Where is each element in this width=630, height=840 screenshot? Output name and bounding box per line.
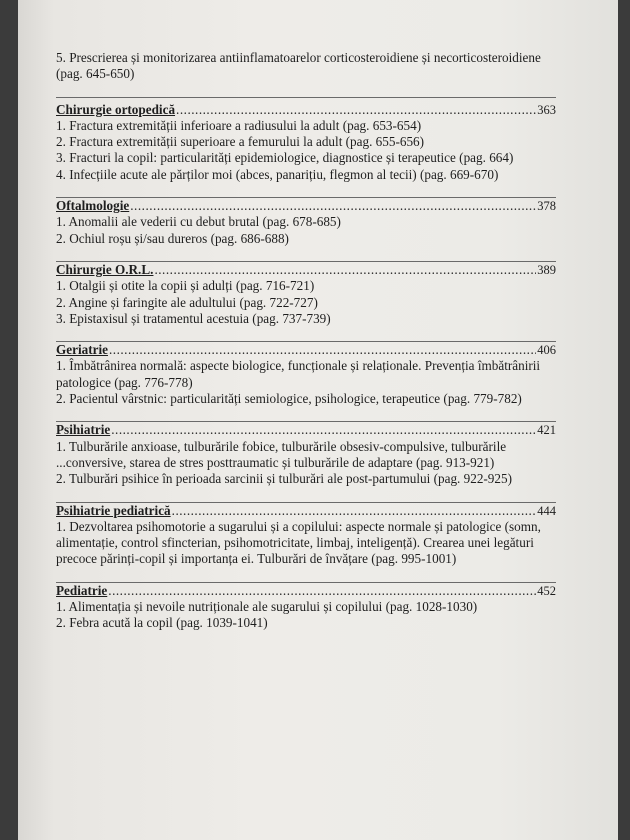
section-title: Oftalmologie xyxy=(56,198,130,214)
sections-list xyxy=(56,102,556,632)
toc-item: 1. Anomalii ale vederii cu debut brutal (pag. 678-685) xyxy=(56,214,341,230)
section-heading xyxy=(56,583,556,599)
section-heading xyxy=(56,422,556,438)
dot-leader xyxy=(176,102,536,118)
section-page-number: 378 xyxy=(537,199,556,214)
toc-item: 2. Fractura extremității superioare a femurului la adult (pag. 655-656) xyxy=(56,134,425,150)
toc-item: 1. Fractura extremității inferioare a radiusului la adult (pag. 653-654) xyxy=(56,117,422,133)
section-heading xyxy=(56,503,556,519)
toc-item: 2. Pacientul vârstnic: particularități semiologice, psihologice, terapeutice (pag. 779-782) xyxy=(56,391,522,407)
toc-item: 1. Alimentația și nevoile nutriționale ale sugarului și copilului (pag. 1028-1030) xyxy=(56,599,478,615)
toc-item: 1. Otalgii și otite la copii și adulți (pag. 716-721) xyxy=(56,278,315,294)
dot-leader xyxy=(111,422,536,438)
toc-section xyxy=(56,503,556,583)
toc-item: 3. Fracturi la copil: particularități epidemiologice, diagnostice și terapeutice (pag. 664) xyxy=(56,150,514,166)
section-heading xyxy=(56,262,556,278)
intro-item: 5. Prescrierea și monitorizarea antiinflamatoarelor corticosteroidiene și necorticosteroidiene (pag. 645-650) xyxy=(56,50,541,82)
toc-section xyxy=(56,422,556,502)
section-title: Pediatrie xyxy=(56,582,108,598)
section-heading xyxy=(56,102,556,118)
toc-item: 2. Tulburări psihice în perioada sarcinii și tulburări ale post-partumului (pag. 922-925) xyxy=(56,471,512,487)
dot-leader xyxy=(172,503,537,519)
section-page-number: 444 xyxy=(537,503,556,518)
section-divider xyxy=(56,97,556,98)
toc-item: 1. Tulburările anxioase, tulburările fobice, tulburările obsesiv-compulsive, tulburările ...conversive, starea de stres posttraumatic și tulburările de adaptare (pag. 913-921) xyxy=(56,438,507,470)
section-title: Geriatrie xyxy=(56,342,108,358)
toc-section xyxy=(56,583,556,632)
section-page-number: 452 xyxy=(537,583,556,598)
section-title: Chirurgie ortopedică xyxy=(56,101,176,117)
toc-item: 3. Epistaxisul și tratamentul acestuia (pag. 737-739) xyxy=(56,310,331,326)
toc-item: 1. Îmbătrânirea normală: aspecte biologice, funcționale și relaționale. Prevenția îmbătrânirii patologice (pag. 776-778) xyxy=(56,358,541,390)
toc-section xyxy=(56,342,556,422)
table-of-contents xyxy=(56,50,556,632)
section-title: Psihiatrie xyxy=(56,422,111,438)
toc-item: 4. Infecțiile acute ale părților moi (abces, panarițiu, flegmon al tecii) (pag. 669-670) xyxy=(56,166,499,182)
section-heading xyxy=(56,198,556,214)
toc-item: 1. Dezvoltarea psihomotorie a sugarului și a copilului: aspecte normale și patologice (somn, alimentație, control sfincterian, psihomotricitate, limbaj, inteligență). Crearea unei legături precoce părinți-copil și importanța ei. Tulburări de învățare (pag. 995-1001) xyxy=(56,518,541,567)
toc-section xyxy=(56,102,556,198)
toc-item: 2. Febra acută la copil (pag. 1039-1041) xyxy=(56,615,268,631)
toc-item: 2. Angine și faringite ale adultului (pag. 722-727) xyxy=(56,294,318,310)
toc-section xyxy=(56,262,556,342)
dot-leader xyxy=(108,583,536,599)
dot-leader xyxy=(109,342,536,358)
toc-section xyxy=(56,198,556,262)
section-page-number: 363 xyxy=(537,102,556,117)
section-heading xyxy=(56,342,556,358)
section-page-number: 421 xyxy=(537,423,556,438)
dot-leader xyxy=(154,262,536,278)
section-page-number: 406 xyxy=(537,343,556,358)
dot-leader xyxy=(130,198,536,214)
book-page xyxy=(18,0,618,840)
section-title: Psihiatrie pediatrică xyxy=(56,502,171,518)
section-page-number: 389 xyxy=(537,262,556,277)
toc-item: 2. Ochiul roșu și/sau dureros (pag. 686-688) xyxy=(56,230,289,246)
section-title: Chirurgie O.R.L. xyxy=(56,261,154,277)
